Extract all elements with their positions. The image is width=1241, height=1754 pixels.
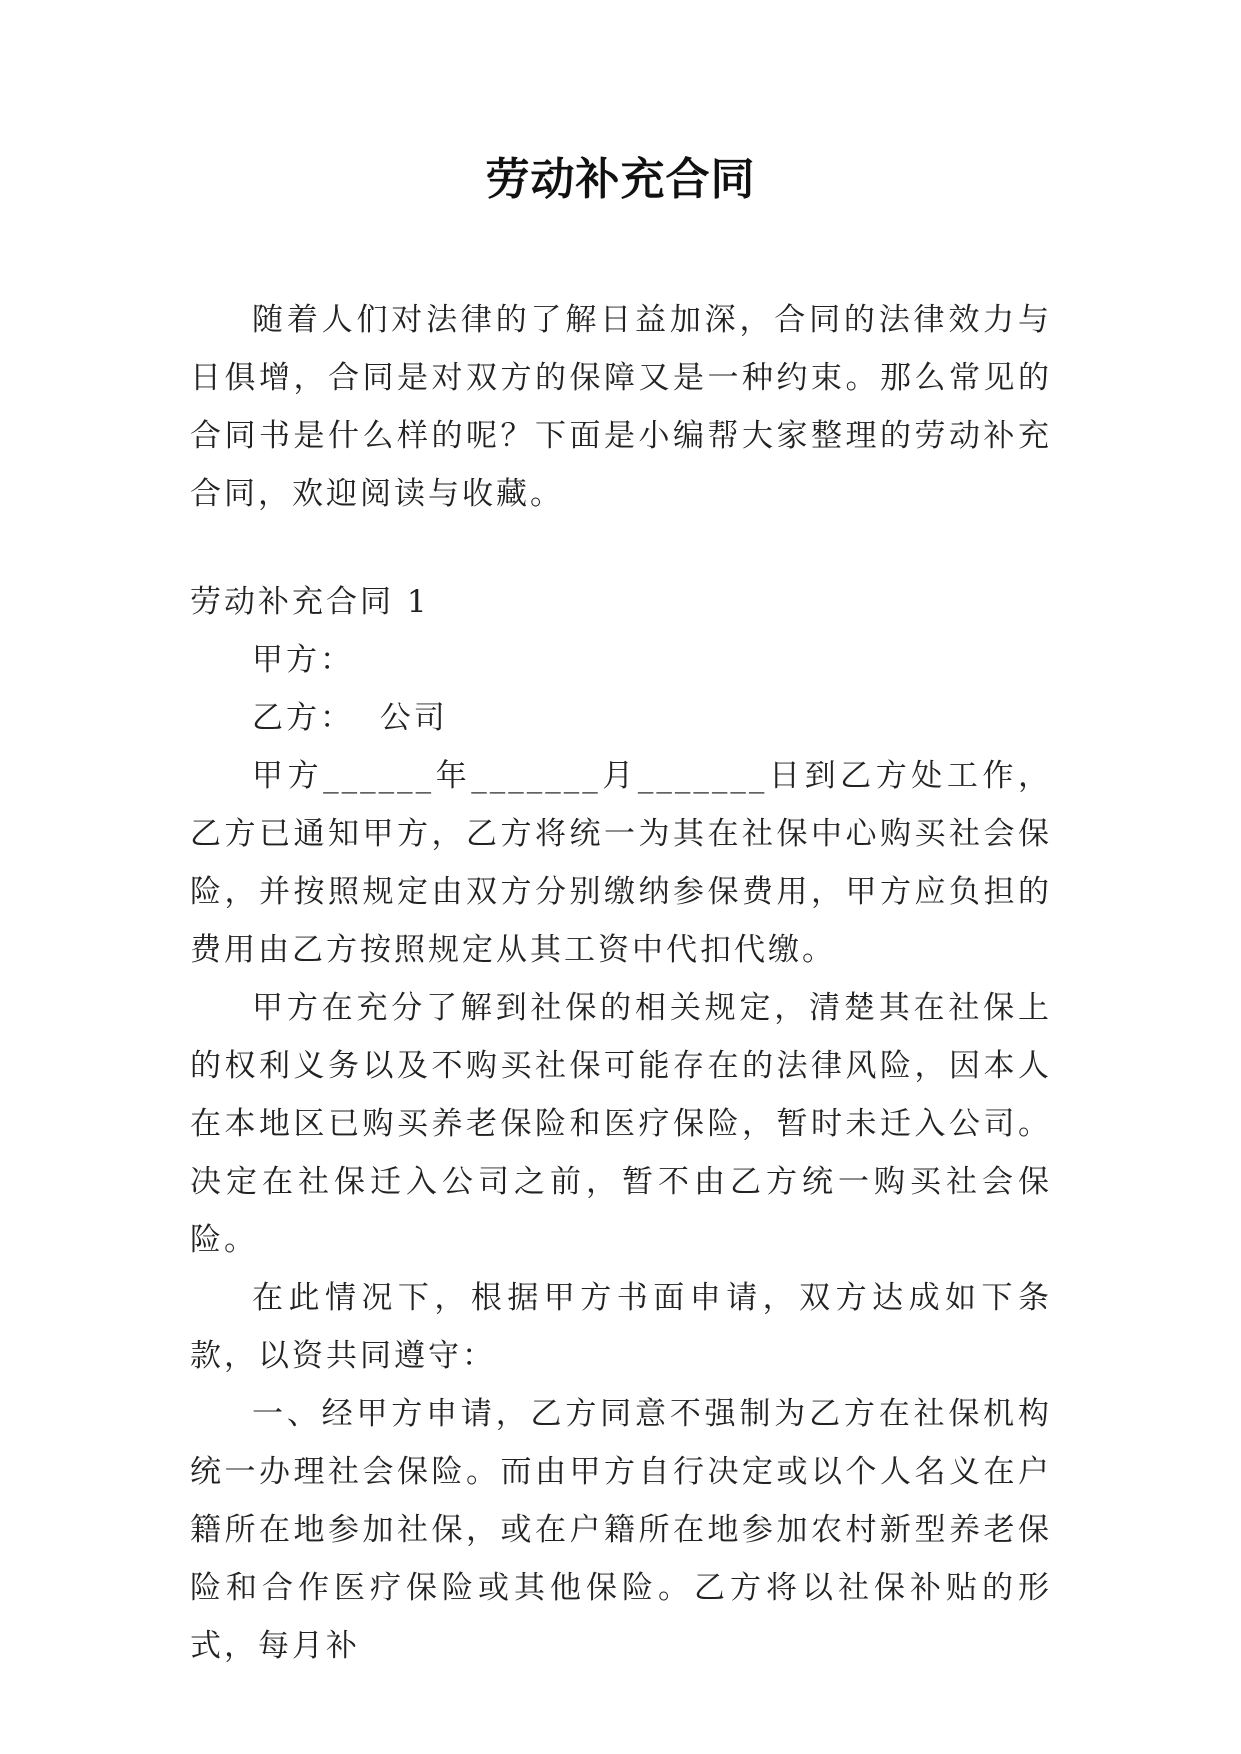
clause-paragraph: 甲方______年_______月_______日到乙方处工作，乙方已通知甲方，乙方将统一为其在社保中心购买社会保险，并按照规定由双方分别缴纳参保费用，甲方应负担的费用由乙方按照规定从其工资中代扣代缴。 bbox=[190, 758, 1052, 968]
intro-paragraph: 随着人们对法律的了解日益加深，合同的法律效力与日俱增，合同是对双方的保障又是一种约束。那么常见的合同书是什么样的呢？下面是小编帮大家整理的劳动补充合同，欢迎阅读与收藏。 bbox=[190, 302, 1052, 512]
section-heading: 劳动补充合同 1 bbox=[190, 584, 430, 620]
spacer bbox=[190, 523, 1052, 573]
party-a-line: 甲方： bbox=[252, 642, 354, 678]
clause-paragraph: 一、经甲方申请，乙方同意不强制为乙方在社保机构统一办理社会保险。而由甲方自行决定或以个人名义在户籍所在地参加社保，或在户籍所在地参加农村新型养老保险和合作医疗保险或其他保险。乙方将以社保补贴的形式，每月补 bbox=[190, 1396, 1052, 1664]
clause-paragraph: 甲方在充分了解到社保的相关规定，清楚其在社保上的权利义务以及不购买社保可能存在的法律风险，因本人在本地区已购买养老保险和医疗保险，暂时未迁入公司。决定在社保迁入公司之前，暂不由乙方统一购买社会保险。 bbox=[190, 990, 1052, 1258]
document-title: 劳动补充合同 bbox=[485, 154, 756, 205]
clause-paragraph: 在此情况下，根据甲方书面申请，双方达成如下条款，以资共同遵守： bbox=[190, 1280, 1052, 1374]
party-b-line: 乙方： 公司 bbox=[252, 700, 448, 736]
document-body bbox=[190, 291, 1052, 1675]
